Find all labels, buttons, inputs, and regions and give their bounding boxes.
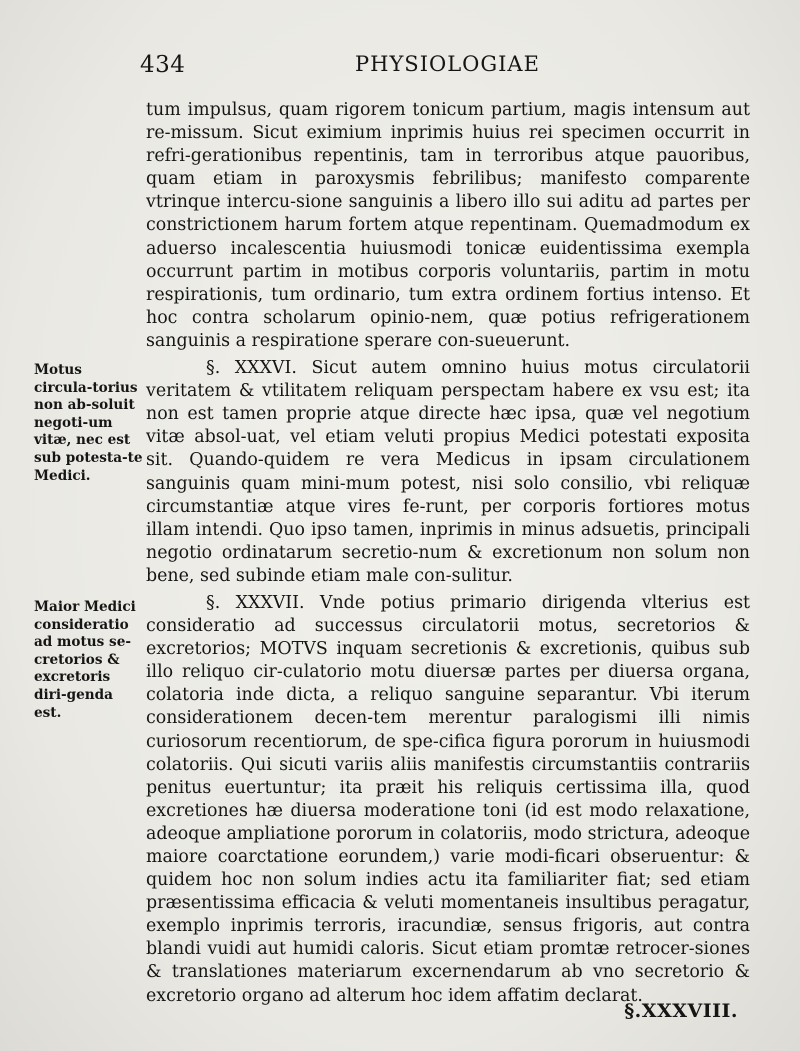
page-number: 434 [140,52,186,78]
body-text [146,99,750,1008]
paragraph-continuation: tum impulsus, quam rigorem tonicum partium, magis intensum aut re-missum. Sicut eximium inprimis huius rei specimen occurrit in refri-gerationibus repentinis, tam in terroribus atque pauoribus, quam etiam in paroxysmis febrilibus; manifesto comparente vtrinque intercu-sione sanguinis a libero illo sui aditu ad partes per constrictionem harum fortem atque repentinam. Quemadmodum ex aduerso incalescentia huiusmodi tonicæ euidentissima exempla occurrunt partim in motibus corporis voluntariis, partim in motu respirationis, tum ordinario, tum extra ordinem fortius intenso. Et hoc contra scholarum opinio-nem, quæ potius refrigerationem sanguinis a respiratione sperare con-sueuerunt. [146,100,750,351]
running-title: PHYSIOLOGIAE [355,52,540,76]
paragraph-section-36: §. XXXVI. Sicut autem omnino huius motus circulatorii veritatem & vtilitatem reliquam perspectam habere ex vsu est; ita non est tamen proprie atque directe hæc ipsa, quæ vel negotium vitæ absol-uat, vel etiam veluti propius Medici potestati exposita sit. Quando-quidem re vera Medicus in ipsam circulationem sanguinis quam mini-mum potest, nisi solo consilio, vbi reliquæ circumstantiæ atque vires fe-runt, per corporis fortiores motus illam intendi. Quo ipso tamen, inprimis in minus adsuetis, principali negotio ordinatarum secretio-num & excretionum non solum non bene, sed subinde etiam male con-sulitur. [146,358,750,586]
catchword: §.XXXVIII. [624,1000,738,1022]
margin-note-maior-medici: Maior Medici consideratio ad motus se-cretorios & excretoris diri-genda est. [34,599,136,721]
margin-note-motus-circulatorius: Motus circula-torius non ab-soluit negoti-um vitæ, nec est sub potesta-te Medici. [34,362,143,484]
paragraph-section-37: §. XXXVII. Vnde potius primario dirigenda vlterius est consideratio ad successus circulatorii motus, secretorios & excretorios; MOTVS inquam secretionis & excretionis, quibus sub illo reliquo cir-culatorio motu diuersæ partes per diuersa organa, colatoria inde dicta, a reliquo sanguine separantur. Vbi iterum considerationem decen-tem merentur paralogismi illi nimis curiosorum recentiorum, de spe-cifica figura pororum in huiusmodi colatoriis. Qui sicuti variis aliis manifestis circumstantiis contrariis penitus euertuntur; ita præit his reliquis certissima illa, quod excretiones hæ diuersa moderatione toni (id est modo relaxatione, adeoque ampliatione pororum in colatoriis, modo strictura, adeoque maiore coarctatione eorundem,) varie modi-ficari obseruentur: & quidem hoc non solum indies actu ita familiariter fiat; sed etiam præsentissima efficacia & veluti momentaneis insultibus peragatur, exemplo inprimis terroris, iracundiæ, sensus frigoris, aut contra blandi vuidi aut humidi caloris. Sicut etiam promtæ retrocer-siones & translationes materiarum excernendarum ab vno secretorio & excretorio organo ad alterum hoc idem affatim declarat. [146,592,750,1006]
page-header [0,52,800,82]
